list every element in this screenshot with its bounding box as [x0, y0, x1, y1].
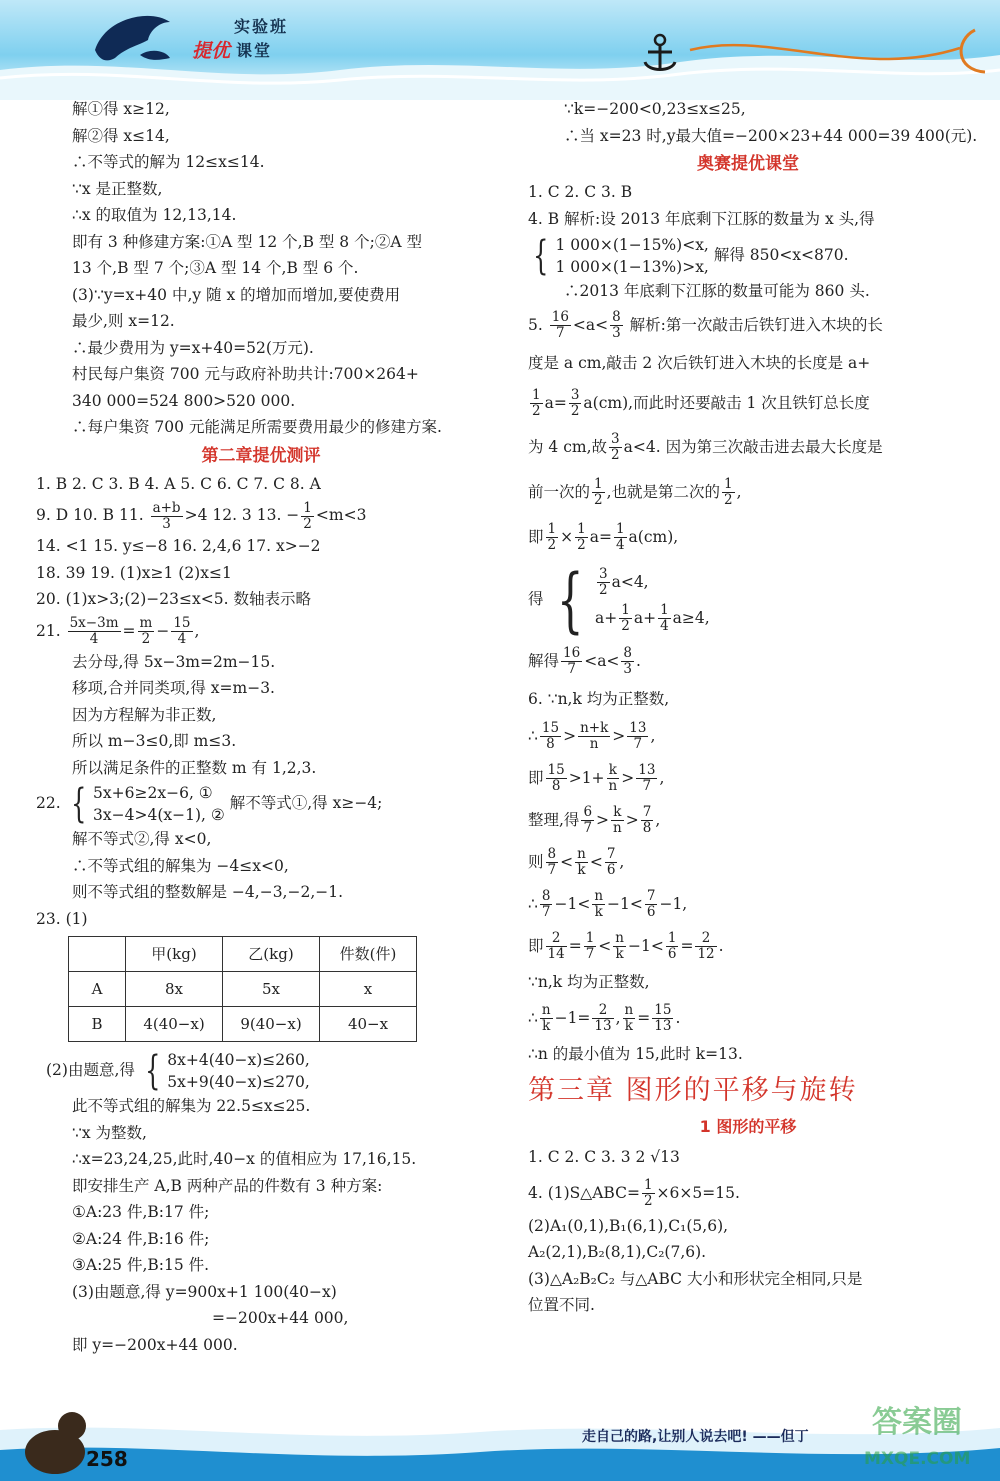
fraction: $\frac{3}{2}$ [599, 566, 608, 598]
text-line: ∴x=23,24,25,此时,40−x 的值相应为 17,16,15. [72, 1150, 417, 1168]
fraction: $\frac{k}{n}$ [608, 762, 618, 794]
equation-system: { 5x+6≥2x−6, ① 3x−4>4(x−1), ② [70, 781, 225, 827]
fraction: $\frac{7}{6}$ [646, 888, 656, 920]
fraction: $\frac{8}{7}$ [547, 846, 557, 878]
text-line: ∵x 为整数, [72, 1123, 147, 1142]
text-line: 13 个,B 型 7 个;③A 型 14 个,B 型 6 个. [72, 259, 359, 277]
text-line: ∴不等式组的解集为 −4≤x<0, [72, 856, 289, 875]
table-cell: x [320, 972, 417, 1007]
answer-line: 1. C 2. C 3. 3 2 √13 [528, 1147, 680, 1166]
answer-line: 4. (1)S△ABC= $\frac{1}{2}$ ×6×5=15. [528, 1177, 740, 1209]
answer-line: 23. (1) [36, 909, 88, 928]
text-line: 最少,则 x=12. [72, 312, 175, 330]
fraction: $\frac{2}{12}$ [697, 930, 715, 962]
equation-system: { $\frac{3}{2}$ a<4, a+ $\frac{1}{2}$ a+ $\frac{1}{4}$ a≥4, [557, 558, 710, 641]
text-line: 340 000=524 800>520 000. [72, 391, 296, 410]
text-line: 此不等式组的解集为 22.5≤x≤25. [72, 1097, 311, 1115]
left-column [36, 96, 486, 1358]
logo-top-text: 实验班 [234, 17, 289, 36]
fraction: $\frac{1}{2}$ [547, 521, 557, 553]
table-cell: B [69, 1007, 126, 1042]
text-line: 前一次的 $\frac{1}{2}$ ,也就是第二次的 $\frac{1}{2}$ , [528, 476, 742, 508]
watermark-url: MXQE.COM [864, 1449, 971, 1469]
fraction: $\frac{n+k}{n}$ [580, 720, 609, 752]
text-line: (2)A₁(0,1),B₁(6,1),C₁(5,6), [528, 1216, 729, 1235]
text-line: 为 4 cm,故 $\frac{3}{2}$ a<4. 因为第三次敲击进去最大长度是 [528, 431, 883, 463]
fraction: $\frac{5x-3m}{4}$ [69, 615, 119, 647]
fraction: $\frac{1}{2}$ [594, 476, 603, 508]
fraction: $\frac{15}{8}$ [547, 762, 565, 794]
fraction: $\frac{2}{14}$ [547, 930, 565, 962]
watermark: 答案圈 [872, 1405, 962, 1440]
text-line: 移项,合并同类项,得 x=m−3. [72, 679, 275, 697]
table-cell: 5x [223, 972, 320, 1007]
fraction: $\frac{16}{7}$ [563, 645, 581, 677]
fraction: $\frac{n}{k}$ [615, 930, 624, 962]
fraction: $\frac{m}{2}$ [139, 615, 153, 647]
fraction: $\frac{2}{13}$ [594, 1002, 612, 1034]
table-cell: 8x [126, 972, 223, 1007]
text-line: (3)由题意,得 y=900x+1 100(40−x) [72, 1282, 337, 1301]
answer-line: 18. 39 19. (1)x≥1 (2)x≤1 [36, 563, 232, 582]
text-line: ∵n,k 均为正整数, [528, 972, 650, 991]
fraction: $\frac{n}{k}$ [577, 846, 586, 878]
text-line: 度是 a cm,敲击 2 次后铁钉进入木块的长度是 a+ [528, 353, 871, 372]
answer-line: 5. $\frac{16}{7}$ <a< $\frac{8}{3}$ 解析:第一次敲击后铁钉进入木块的长 [528, 309, 883, 341]
text-line: 即有 3 种修建方案:①A 型 12 个,B 型 8 个;②A 型 [72, 232, 422, 251]
text-line: 得 { $\frac{3}{2}$ a<4, a+ $\frac{1}{2}$ a+ $\frac{1}{4}$ a≥4, [528, 558, 710, 641]
text-line: 解②得 x≤14, [72, 126, 170, 145]
fraction: $\frac{1}{2}$ [621, 602, 630, 634]
text-line: ①A:23 件,B:17 件; [72, 1203, 210, 1221]
table-cell: 甲(kg) [126, 937, 223, 972]
equation-system: { 1 000×(1−15%)<x, 1 000×(1−13%)>x, [533, 233, 709, 279]
answer-line: 14. <1 15. y≤−8 16. 2,4,6 17. x>−2 [36, 537, 321, 555]
fraction: $\frac{1}{4}$ [615, 521, 625, 553]
fraction: $\frac{8}{7}$ [541, 888, 551, 920]
text-line: 解①得 x≥12, [72, 100, 170, 118]
fraction: $\frac{8}{3}$ [623, 645, 633, 677]
text-line: ∴ $\frac{15}{8}$ > $\frac{n+k}{n}$ > $\frac{13}{7}$ , [528, 720, 656, 752]
text-line: ∴ $\frac{8}{7}$ −1< $\frac{n}{k}$ −1< $\frac{7}{6}$ −1, [528, 888, 688, 920]
table-cell: 9(40−x) [223, 1007, 320, 1042]
section-title: 奥赛提优课堂 [697, 154, 799, 174]
logo [192, 14, 322, 64]
text-line: 即 $\frac{15}{8}$ >1+ $\frac{k}{n}$ > $\frac{13}{7}$ , [528, 762, 665, 794]
text-line: ∵x 是正整数, [72, 179, 163, 198]
right-column [528, 96, 978, 1319]
fraction: $\frac{1}{7}$ [585, 930, 595, 962]
answer-line: 6. ∵n,k 均为正整数, [528, 689, 670, 708]
text-line: 村民每户集资 700 元与政府补助共计:700×264+ [72, 365, 419, 383]
text-line: ∴最少费用为 y=x+40=52(万元). [72, 338, 314, 357]
fraction: $\frac{k}{n}$ [613, 804, 622, 836]
text-line: 则 $\frac{8}{7}$ < $\frac{n}{k}$ < $\frac{7}{6}$ , [528, 846, 625, 878]
text-line: ∴2013 年底剩下江豚的数量可能为 860 头. [564, 282, 870, 300]
fraction: $\frac{3}{2}$ [570, 387, 580, 419]
text-line: 因为方程解为非正数, [72, 705, 217, 724]
table-cell: A [69, 972, 126, 1007]
chapter-title: 第三章 图形的平移与旋转 [528, 1074, 858, 1106]
text-line: 即安排生产 A,B 两种产品的件数有 3 种方案: [72, 1176, 383, 1195]
fraction: $\frac{7}{6}$ [606, 846, 616, 878]
fraction: $\frac{15}{4}$ [173, 615, 191, 647]
fraction: $\frac{n}{k}$ [594, 888, 604, 920]
answer-line: { 1 000×(1−15%)<x, 1 000×(1−13%)>x, 解得 850<x<870. [528, 232, 968, 278]
fraction: $\frac{13}{7}$ [629, 720, 647, 752]
fraction: $\frac{6}{7}$ [583, 804, 593, 836]
text-line: ②A:24 件,B:16 件; [72, 1229, 210, 1248]
fraction: $\frac{7}{8}$ [642, 804, 652, 836]
fraction: $\frac{15}{8}$ [541, 720, 560, 752]
text-line: ∴每户集资 700 元能满足所需要费用最少的修建方案. [72, 418, 442, 436]
text-line: 去分母,得 5x−3m=2m−15. [72, 652, 276, 671]
table-cell: 4(40−x) [126, 1007, 223, 1042]
fraction: $\frac{a+b}{3}$ [152, 499, 181, 532]
logo-left-text: 提优 [192, 40, 231, 62]
table-row [69, 1007, 417, 1042]
equation-system: { 8x+4(40−x)≤260, 5x+9(40−x)≤270, [144, 1048, 310, 1094]
section-title: 第二章提优测评 [201, 445, 321, 466]
text-line: A₂(2,1),B₂(8,1),C₂(7,6). [528, 1243, 707, 1261]
text-line: 即 $\frac{1}{2}$ × $\frac{1}{2}$ a= $\frac{1}{4}$ a(cm), [528, 521, 679, 553]
fraction: $\frac{1}{2}$ [577, 521, 586, 553]
fraction: $\frac{1}{2}$ [643, 1177, 653, 1209]
fraction: $\frac{1}{4}$ [660, 602, 669, 634]
text-line: =−200x+44 000, [212, 1309, 349, 1327]
page-number: 258 [86, 1447, 128, 1471]
table-cell: 件数(件) [320, 937, 417, 972]
text-line: ∴n 的最小值为 15,此时 k=13. [528, 1044, 743, 1063]
fraction: $\frac{3}{2}$ [611, 431, 620, 463]
text-line: ∴不等式的解为 12≤x≤14. [72, 153, 265, 171]
answer-line: 1. B 2. C 3. B 4. A 5. C 6. C 7. C 8. A [36, 474, 321, 493]
text-line: $\frac{1}{2}$ a= $\frac{3}{2}$ a(cm),而此时还要敲击 1 次且铁钉总长度 [532, 387, 870, 419]
table-cell: 40−x [320, 1007, 417, 1042]
text-line: 即 $\frac{2}{14}$ = $\frac{1}{7}$ < $\frac{n}{k}$ −1< $\frac{1}{6}$ = $\frac{2}{12}$ . [528, 930, 724, 962]
logo-right-text: 课堂 [236, 41, 273, 60]
text-line: 整理,得 $\frac{6}{7}$ > $\frac{k}{n}$ > $\frac{7}{8}$ , [528, 804, 661, 836]
fraction: $\frac{1}{2}$ [303, 499, 312, 532]
table-cell [69, 937, 126, 972]
fraction: $\frac{15}{13}$ [654, 1002, 672, 1034]
table-header-row [69, 937, 417, 972]
text-line: 所以满足条件的正整数 m 有 1,2,3. [72, 758, 317, 777]
fraction: $\frac{1}{6}$ [667, 930, 677, 962]
footer-wave-illustration [0, 1390, 1000, 1481]
answer-line: 22. { 5x+6≥2x−6, ① 3x−4>4(x−1), ② 解不等式①,得 x≥−4; [36, 781, 383, 827]
text-line: 解得 $\frac{16}{7}$ <a< $\frac{8}{3}$ . [528, 645, 641, 677]
text-line: ∴当 x=23 时,y最大值=−200×23+44 000=39 400(元). [564, 126, 978, 145]
fraction: $\frac{13}{7}$ [638, 762, 656, 794]
subsection-title: 1 图形的平移 [699, 1116, 797, 1136]
dolphin-icon [95, 16, 170, 61]
text-line: ∵k=−200<0,23≤x≤25, [564, 100, 746, 118]
fraction: $\frac{1}{2}$ [724, 476, 733, 508]
text-line: (3)∵y=x+40 中,y 随 x 的增加而增加,要使费用 [72, 285, 401, 304]
text-line: 所以 m−3≤0,即 m≤3. [72, 732, 237, 750]
table-row [69, 972, 417, 1007]
text-line: ③A:25 件,B:15 件. [72, 1256, 210, 1274]
answer-line: 1. C 2. C 3. B [528, 183, 633, 201]
fraction: $\frac{1}{2}$ [532, 387, 541, 419]
text-line: 解不等式②,得 x<0, [72, 830, 212, 848]
fraction: $\frac{16}{7}$ [551, 309, 569, 341]
fraction: $\frac{8}{3}$ [612, 309, 621, 341]
text-line: 则不等式组的整数解是 −4,−3,−2,−1. [72, 883, 344, 901]
fraction: $\frac{n}{k}$ [541, 1002, 551, 1034]
answer-line: 9. D 10. B 11. $\frac{a+b}{3}$ >4 12. 3 13. − $\frac{1}{2}$ <m<3 [36, 499, 367, 532]
text-line: (3)△A₂B₂C₂ 与△ABC 大小和形状完全相同,只是 [528, 1269, 863, 1288]
page-header [0, 0, 1000, 100]
data-table [68, 936, 417, 1042]
seal-icon [25, 1412, 86, 1474]
answer-line: 4. B 解析:设 2013 年底剩下江豚的数量为 x 头,得 [528, 209, 875, 228]
text-line: ∴ $\frac{n}{k}$ −1= $\frac{2}{13}$ , $\frac{n}{k}$ = $\frac{15}{13}$ . [528, 1002, 681, 1034]
header-wave-illustration [0, 0, 1000, 100]
footer-slogan: 走自己的路,让别人说去吧! ——但丁 [582, 1429, 809, 1445]
text-line: 即 y=−200x+44 000. [72, 1335, 238, 1354]
table-cell: 乙(kg) [223, 937, 320, 972]
answer-line: 20. (1)x>3;(2)−23≤x<5. 数轴表示略 [36, 590, 311, 608]
answer-line: (2)由题意,得 { 8x+4(40−x)≤260, 5x+9(40−x)≤270, [46, 1048, 310, 1094]
text-line: 位置不同. [528, 1296, 595, 1314]
text-line: ∴x 的取值为 12,13,14. [72, 206, 237, 224]
fraction: $\frac{n}{k}$ [624, 1002, 634, 1034]
answer-line: 21. $\frac{5x-3m}{4}$ = $\frac{m}{2}$ − $\frac{15}{4}$ , [36, 615, 200, 647]
